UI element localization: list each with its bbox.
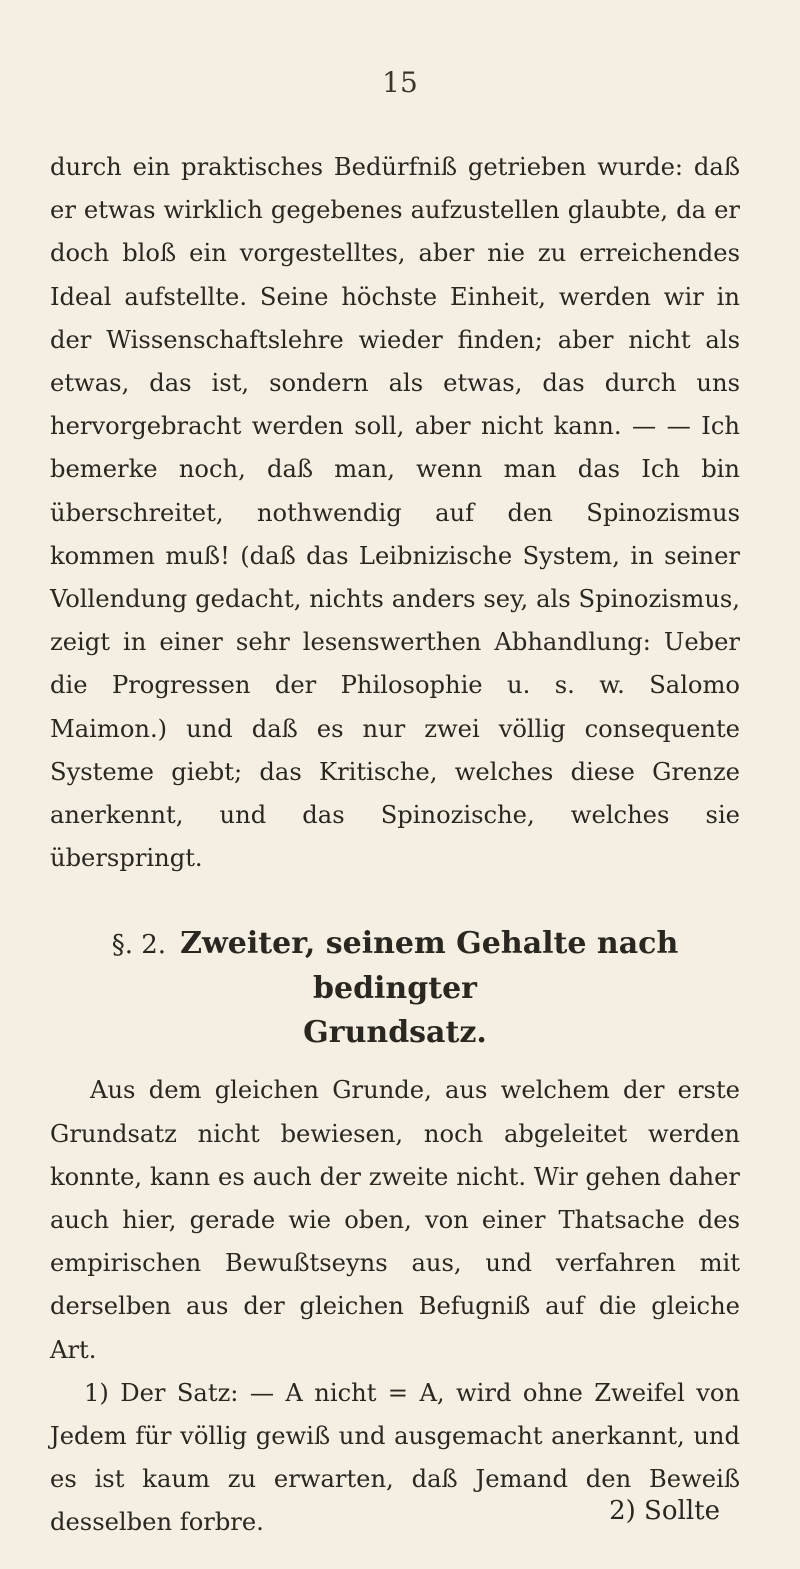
section-mark: §. 2. bbox=[111, 930, 167, 961]
catchword: 2) Sollte bbox=[609, 1496, 720, 1526]
section-heading-line1: Zweiter, seinem Gehalte nach bedingter bbox=[180, 926, 679, 1007]
body-text bbox=[50, 146, 740, 1545]
paragraph-continued: durch ein praktisches Bedürfniß getrieben wurde: daß er etwas wirklich gegebenes aufzustellen glaubte, da er doch bloß ein vorgestelltes, aber nie zu erreichendes Ideal aufstellte. Seine höchste Einheit, werden wir in der Wissenschaftslehre wieder finden; aber nicht als etwas, das ist, sondern als etwas, das durch uns hervorgebracht werden soll, aber nicht kann. — — Ich bemerke noch, daß man, wenn man das Ich bin überschreitet, nothwendig auf den Spinozismus kommen muß! (daß das Leibnizische System, in seiner Vollendung gedacht, nichts anders sey, als Spinozismus, zeigt in einer sehr lesenswerthen Abhandlung: Ueber die Progressen der Philosophie u. s. w. Salomo Maimon.) und daß es nur zwei völlig consequente Systeme giebt; das Kritische, welches diese Grenze anerkennt, und das Spinozische, welches sie überspringt. bbox=[50, 153, 740, 873]
section-heading-line2: Grundsatz. bbox=[303, 1015, 487, 1051]
page-number: 15 bbox=[382, 66, 418, 99]
paragraph-section-intro: Aus dem gleichen Grunde, aus welchem der erste Grundsatz nicht bewiesen, noch abgeleitet werden konnte, kann es auch der zweite nicht. Wir gehen daher auch hier, gerade wie oben, von einer Thatsache des empirischen Bewußtseyns aus, und verfahren mit derselben aus der gleichen Befugniß auf die gleiche Art. bbox=[50, 1076, 740, 1364]
section-heading bbox=[50, 922, 740, 1055]
numbered-item-1: 1) Der Satz: — A nicht = A, wird ohne Zweifel von Jedem für völlig gewiß und ausgemacht anerkannt, und es ist kaum zu erwarten, daß Jemand den Beweiß desselben forbre. bbox=[50, 1378, 740, 1537]
